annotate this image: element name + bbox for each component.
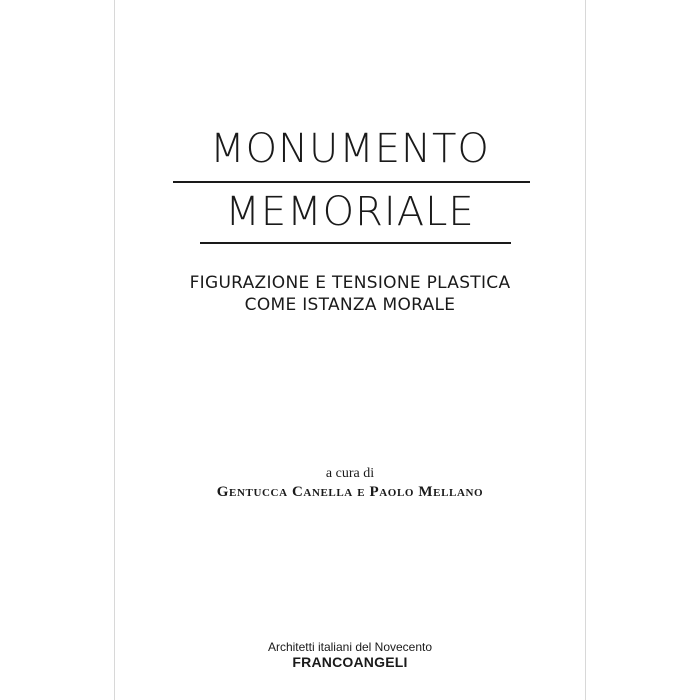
title-line-1: MONUMENTO [210,126,490,172]
series-name: Architetti italiani del Novecento [267,640,433,654]
title-line-2: MEMORIALE [225,189,475,235]
curator-label: a cura di [325,466,375,481]
subtitle-line-2: COME ISTANZA MORALE [244,295,456,315]
title-underline-1 [173,181,530,183]
publisher-name: FRANCOANGELI [292,654,408,670]
title-underline-2 [200,242,511,244]
book-cover [114,0,586,700]
curator-names: Gentucca Canella e Paolo Mellano [216,484,484,500]
subtitle-line-1: FIGURAZIONE E TENSIONE PLASTICA [189,273,511,293]
